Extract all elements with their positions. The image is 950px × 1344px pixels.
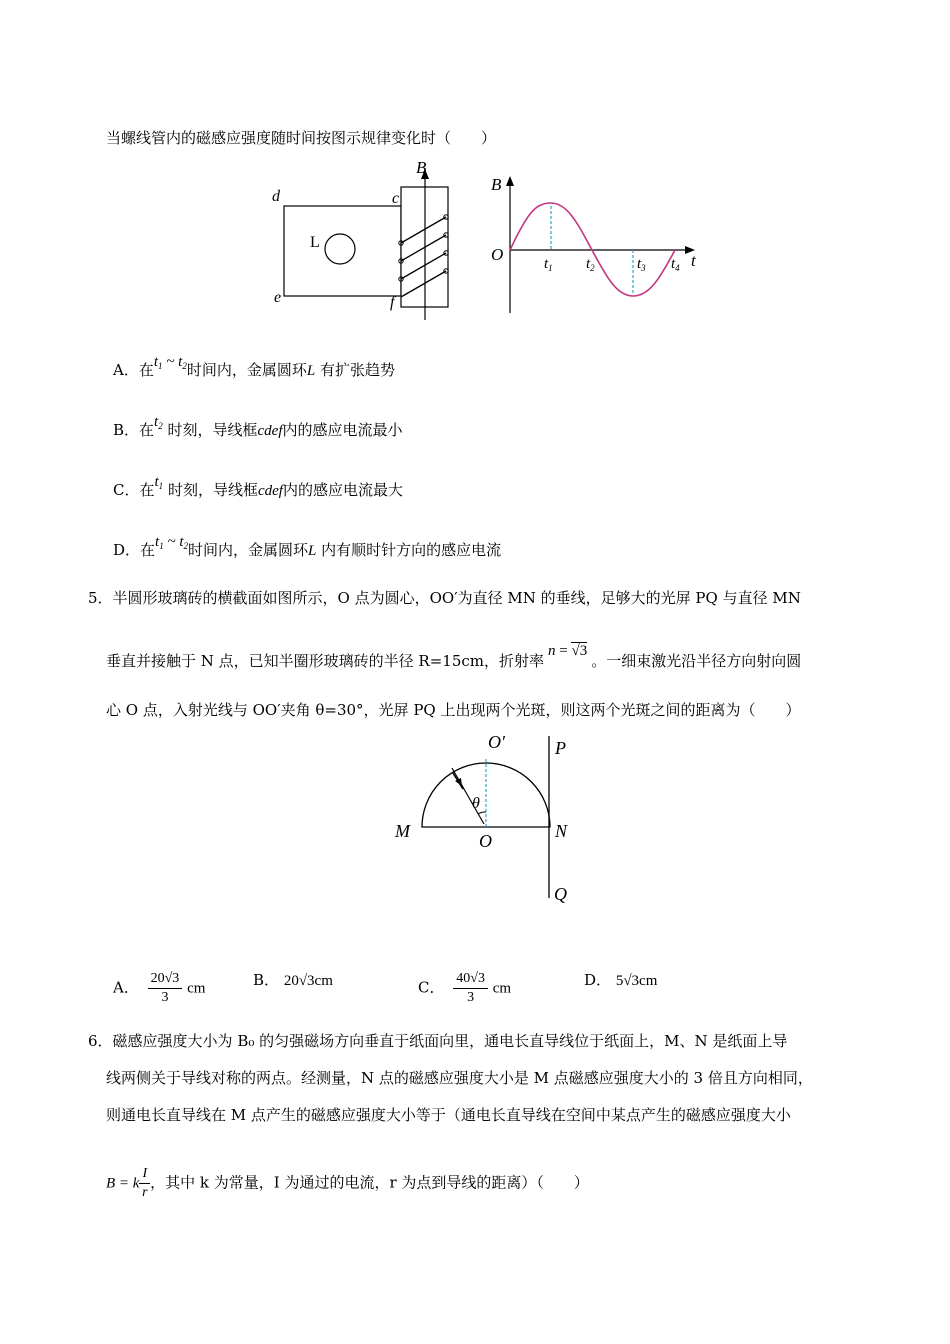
fig-label-M: M — [395, 821, 410, 841]
q4-stem: 当螺线管内的磁感应强度随时间按图示规律变化时（ ） — [106, 129, 497, 147]
label-e: e — [274, 289, 282, 306]
graph-label-O: O — [491, 245, 504, 264]
glass-semicircle-figure — [390, 728, 590, 913]
graph-label-t3: t — [637, 256, 642, 272]
q5-line1: 5．半圆形玻璃砖的横截面如图所示，O 点为圆心，OO′为直径 MN 的垂线，足够大的光屏 PQ 与直径 MN — [88, 589, 801, 607]
graph-label-t: t — [691, 251, 696, 270]
q5-option-c[interactable]: C． $\frac{40√3}{3}$ cm — [418, 971, 512, 1005]
label-f: f — [390, 294, 395, 311]
graph-label-t4: t — [671, 256, 676, 272]
graph-label-B: B — [491, 175, 502, 194]
svg-text:t3: $t_3$ — [637, 256, 646, 273]
q5-line2: 垂直并接触于 N 点，已知半圈形玻璃砖的半径 R=15cm，折射率n = √3。一细束激光沿半径方向射向圆 — [106, 643, 802, 670]
svg-text:t2: $t_2$ — [586, 256, 595, 273]
solenoid-frame-figure — [268, 155, 458, 325]
q5-option-a[interactable]: A． $\frac{20√3}{3}$ cm — [113, 971, 206, 1005]
label-c: c — [392, 190, 400, 207]
q6-line3: 则通电长直导线在 M 点产生的磁感应强度大小等于（通电长直导线在空间中某点产生的磁感应强度大小 — [106, 1106, 791, 1124]
fig-label-theta: θ — [472, 795, 480, 812]
fig-label-O: O — [479, 831, 492, 851]
b-t-graph — [485, 168, 715, 318]
fig-label-N: N — [555, 821, 568, 841]
q6-line4: B = k $\frac{I}{r}$ ，其中 k 为常量，I 为通过的电流，r 为点到导线的距离）（ ） — [106, 1166, 589, 1200]
q4-option-b[interactable]: B．在$t_2$ 时刻，导线框cdef内的感应电流最小 — [113, 414, 403, 439]
graph-label-t2: t — [586, 256, 591, 272]
label-L: L — [310, 234, 320, 251]
q6-line1: 6．磁感应强度大小为 B₀ 的匀强磁场方向垂直于纸面向里，通电长直导线位于纸面上，M、N 是纸面上导 — [88, 1032, 788, 1050]
q5-option-b[interactable]: B． 20√3cm — [253, 971, 333, 989]
svg-text:t1: $t_1$ — [544, 256, 553, 273]
fig-label-Q: Q — [554, 884, 567, 904]
label-B: B — [416, 158, 427, 177]
q4-option-a[interactable]: A．在$t_1$ ~ $t_2$时间内，金属圆环L 有扩张趋势 — [113, 354, 395, 379]
q5-line3: 心 O 点，入射光线与 OO′夹角 θ=30°，光屏 PQ 上出现两个光斑，则这两个光斑之间的距离为（ ） — [106, 701, 801, 719]
q4-option-c[interactable]: C．在$t_1$ 时刻，导线框cdef内的感应电流最大 — [113, 474, 403, 499]
q5-option-d[interactable]: D． 5√3cm — [584, 971, 658, 989]
label-d: d — [272, 188, 280, 205]
svg-text:t4: $t_4$ — [671, 256, 680, 273]
fig-label-P: P — [555, 738, 566, 758]
q6-line2: 线两侧关于导线对称的两点。经测量，N 点的磁感应强度大小是 M 点磁感应强度大小的 3 倍且方向相同， — [106, 1069, 813, 1087]
fig-label-O-prime: O′ — [488, 732, 505, 752]
q4-option-d[interactable]: D．在$t_1$ ~ $t_2$时间内，金属圆环L 内有顺时针方向的感应电流 — [113, 534, 502, 559]
graph-label-t1: t — [544, 256, 549, 272]
